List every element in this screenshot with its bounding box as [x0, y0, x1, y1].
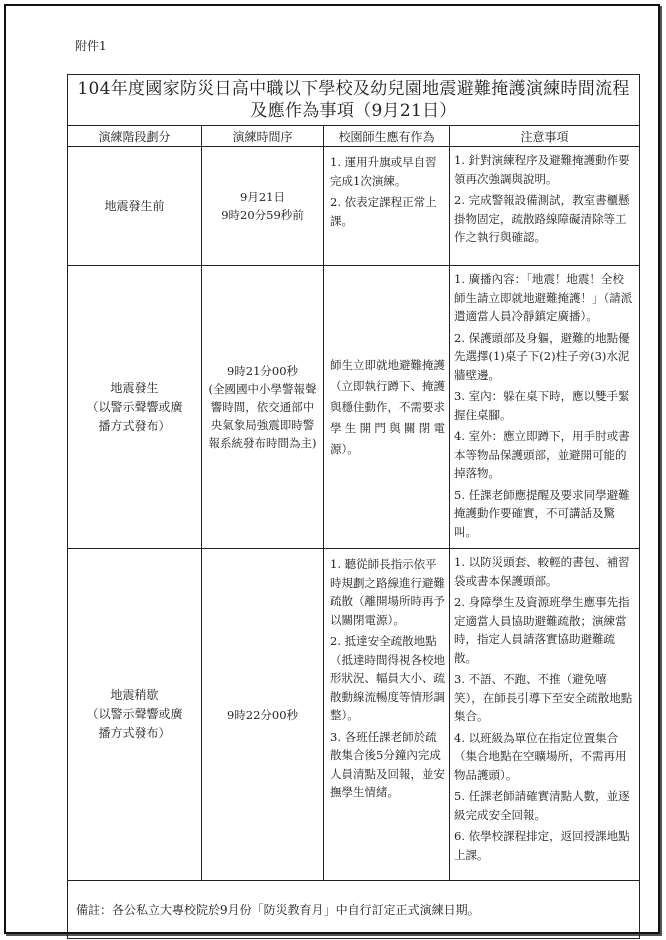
notes-cell — [450, 549, 640, 881]
time-text: 9時21分00秒 — [226, 364, 299, 378]
list-item: 6. 依學校課程排定，返回授課地點上課。 — [454, 829, 630, 862]
list-item: 1. 廣播內容：「地震！地震！全校師生請立即就地避難掩護！」（請派遣適當人員冷靜鎮定廣播）。 — [454, 272, 633, 323]
stage-text: 地震稍歇 — [110, 688, 159, 702]
list-item: 2. 身障學生及資源班學生應事先指定適當人員協助避難疏散；演練當時，指定人員請落實協助避難疏散。 — [454, 595, 630, 665]
list-item: 5. 任課老師請確實清點人數，並逐級完成安全回報。 — [454, 789, 630, 822]
table-row — [68, 266, 640, 549]
stage-cell — [68, 147, 202, 266]
table-title — [68, 75, 640, 126]
time-text: 9時20分59秒前 — [221, 208, 304, 222]
list-item: 4. 室外：應立即蹲下，用手肘或書本等物品保護頭部，並避開可能的掉落物。 — [454, 429, 630, 480]
action-cell — [324, 266, 450, 549]
list-item: 2. 依表定課程正常上課。 — [330, 195, 437, 228]
time-text: 9月21日 — [240, 190, 285, 204]
list-item: 1. 運用升旗或早自習完成1次演練。 — [330, 155, 437, 188]
stage-subtext: （以警示聲響或廣播方式發布） — [86, 399, 183, 433]
list-item: 1. 聽從師長指示依平時規劃之路線進行避難疏散（離開場所時再予以關閉電源）。 — [330, 557, 445, 627]
time-cell — [202, 549, 324, 881]
list-item: 1. 針對演練程序及避難掩護動作要領再次強調與說明。 — [454, 153, 630, 186]
time-cell — [202, 266, 324, 549]
stage-text: 地震發生 — [110, 380, 159, 395]
list-item: 2. 抵達安全疏散地點（抵達時間得視各校地形狀況、幅員大小、疏散動線流暢度等情形調整）。 — [330, 634, 445, 722]
action-cell — [324, 147, 450, 266]
notes-cell — [450, 266, 640, 549]
stage-cell — [68, 549, 202, 881]
title-line-2: 及應作為事項（9月21日） — [250, 101, 457, 121]
time-text: 9時22分00秒 — [226, 707, 299, 722]
table-row — [68, 147, 640, 266]
list-item: 3. 室內：躲在桌下時，應以雙手緊握住桌腳。 — [454, 389, 630, 422]
header-action: 校園師生應有作為 — [324, 126, 450, 147]
notes-cell — [450, 147, 640, 266]
header-stage: 演練階段劃分 — [68, 126, 202, 147]
attachment-label: 附件1 — [75, 39, 107, 53]
footer-note: 備註：各公私立大專校院於9月份「防災教育月」中自行訂定正式演練日期。 — [68, 881, 640, 939]
list-item: 4. 以班級為單位在指定位置集合（集合地點在空曠場所，不需再用物品護頭）。 — [454, 730, 627, 782]
list-item: 3. 各班任課老師於疏散集合後5分鐘內完成人員清點及回報，並安撫學生情緒。 — [330, 729, 445, 799]
title-line-1: 104年度國家防災日高中職以下學校及幼兒園地震避難掩護演練時間流程 — [77, 79, 630, 99]
list-item: 1. 以防災頭套、較輕的書包、補習袋或書本保護頭部。 — [454, 555, 630, 588]
action-text: 師生立即就地避難掩護（立即執行蹲下、掩護與穩住動作，不需要求學生開門與關閉電源）。 — [330, 357, 445, 456]
list-item: 2. 保護頭部及身軀，避難的地點優先選擇(1)桌子下(2)柱子旁(3)水泥牆壁邊。 — [454, 330, 630, 382]
stage-cell — [68, 266, 202, 549]
list-item: 3. 不語、不跑、不推（避免嘻笑），在師長引導下至安全疏散地點集合。 — [454, 672, 633, 723]
drill-schedule-table — [67, 74, 640, 939]
stage-text: 地震發生前 — [104, 198, 165, 213]
list-item: 5. 任課老師應提醒及要求同學避難掩護動作要確實，不可講話及驚叫。 — [454, 487, 630, 539]
header-time: 演練時間序 — [202, 126, 324, 147]
table-row — [68, 549, 640, 881]
header-notes: 注意事項 — [450, 126, 640, 147]
time-cell — [202, 147, 324, 266]
time-subtext: (全國國中小學警報聲響時間，依交通部中央氣象局強震即時警報系統發布時間為主) — [208, 382, 317, 450]
stage-subtext: （以警示聲響或廣播方式發布） — [86, 707, 183, 740]
action-cell — [324, 549, 450, 881]
list-item: 2. 完成警報設備測試，教室書櫃懸掛物固定，疏散路線障礙清除等工作之執行與確認。 — [454, 193, 630, 244]
